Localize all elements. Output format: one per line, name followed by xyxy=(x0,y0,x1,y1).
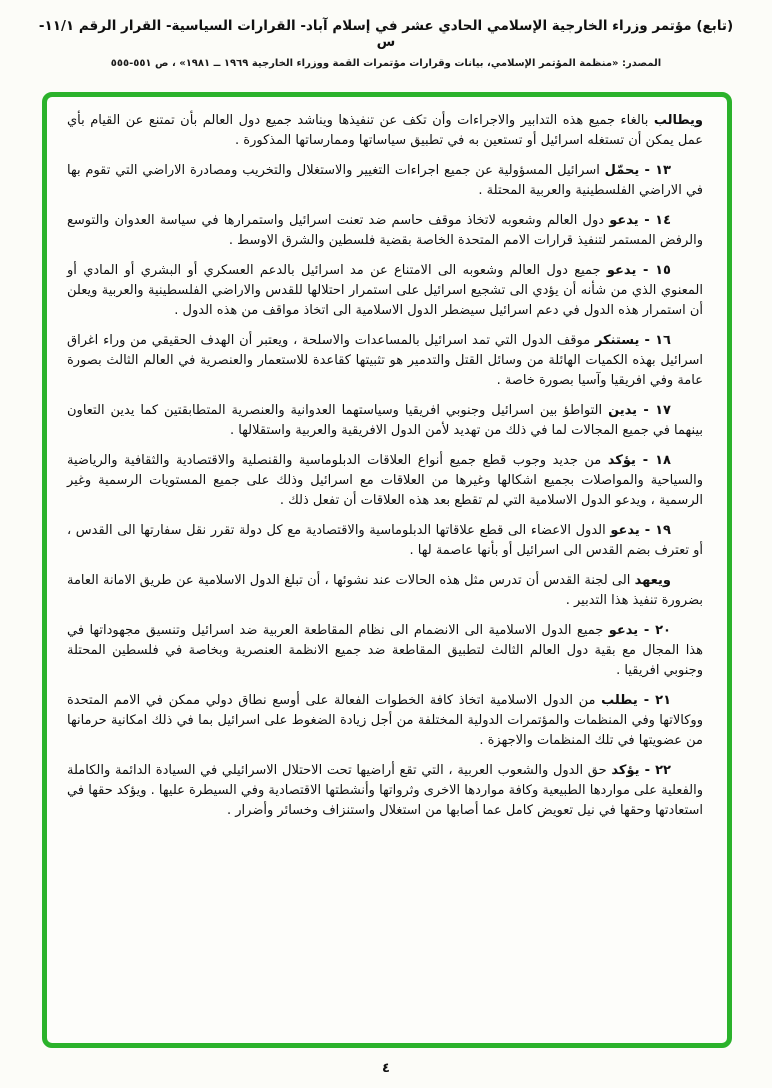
header-title: (تابع) مؤتمر وزراء الخارجية الإسلامي الحادي عشر في إسلام آباد- القرارات السياسية- القرار الرقم ١١/١- س xyxy=(38,18,734,50)
paragraph-lead: ويطالب xyxy=(653,113,703,128)
paragraph: ١٣ - يحمّل اسرائيل المسؤولية عن جميع اجراءات التغيير والاستغلال والتخريب ومصادرة الاراضي التي تقوم بها في الاراضي الفلسطينية والعربية المحتلة . xyxy=(67,163,703,198)
paragraph-lead: ١٣ - يحمّل xyxy=(604,163,671,178)
paragraph: ٢١ - يطلب من الدول الاسلامية اتخاذ كافة الخطوات الفعالة على أوسع نطاق دولي ممكن في الامم المتحدة ووكالاتها وفي المنظمات والمؤتمرات الدولية المختلفة من أجل زيادة الضغوط على اسرائيل بما في ذلك امكانية حرمانها من عضويتها في تلك المنظمات والاجهزة . xyxy=(67,693,703,748)
page-number: ٤ xyxy=(382,1061,390,1076)
paragraph-lead: ١٦ - يستنكر xyxy=(594,333,671,348)
paragraph: ١٨ - يؤكد من جديد وجوب قطع جميع أنواع العلاقات الدبلوماسية والقنصلية والاقتصادية والثقافية والرياضية والسياحية والمواصلات بجميع اشكالها وغيرها من العلاقات مع اسرائيل وذلك على جميع المستويات الرسمية وغير الرسمية ، ويدعو الدول الاسلامية التي لم تقطع بعد هذه العلاقات أن تفعل ذلك . xyxy=(67,453,703,508)
paragraph: ويعهد الى لجنة القدس أن تدرس مثل هذه الحالات عند نشوئها ، أن تبلغ الدول الاسلامية عن طريق الامانة العامة بضرورة تنفيذ هذا التدبير . xyxy=(67,573,703,608)
paragraph-lead: ١٧ - يدين xyxy=(608,403,671,418)
paragraph-lead: ٢٢ - يؤكد xyxy=(611,763,671,778)
resolution-paragraphs xyxy=(67,111,703,821)
paragraph-lead: ٢٠ - يدعو xyxy=(608,623,671,638)
page-header xyxy=(0,0,772,69)
paragraph: ١٧ - يدين التواطؤ بين اسرائيل وجنوبي افريقيا وسياستهما العدوانية والعنصرية المتطابقتين كما يدين التعاون بينهما في جميع المجالات لما في ذلك من تهديد لأمن الدول الافريقية والعربية واستقلالها . xyxy=(67,403,703,438)
paragraph: ١٤ - يدعو دول العالم وشعوبه لاتخاذ موقف حاسم ضد تعنت اسرائيل واستمرارها في سياسة العدوان والتوسع والرفض المستمر لتنفيذ قرارات الامم المتحدة الخاصة بقضية فلسطين والشرق الاوسط . xyxy=(67,213,703,248)
paragraph-lead: ١٨ - يؤكد xyxy=(607,453,671,468)
paragraph: ١٦ - يستنكر موقف الدول التي تمد اسرائيل بالمساعدات والاسلحة ، ويعتبر أن الهدف الحقيقي من وراء اغراق اسرائيل بهذه الكميات الهائلة من وسائل القتل والتدمير هو تثبيتها كقاعدة للاستعمار والعنصرية في العالم الثالث بصورة عامة وفي افريقيا وآسيا بصورة خاصة . xyxy=(67,333,703,388)
paragraph: ٢٢ - يؤكد حق الدول والشعوب العربية ، التي تقع أراضيها تحت الاحتلال الاسرائيلي في السيادة الدائمة والكاملة والفعلية على مواردها الطبيعية وكافة مواردها الاخرى وثرواتها وأنشطتها الاقتصادية وفي السيطرة عليها . ويؤكد حقها في استعادتها وحقها في نيل تعويض كامل عما أصابها من استغلال واستنزاف وخسائر وأضرار . xyxy=(67,763,703,818)
paragraph: ٢٠ - يدعو جميع الدول الاسلامية الى الانضمام الى نظام المقاطعة العربية ضد اسرائيل وتنسيق مجهوداتها في هذا المجال مع بقية دول العالم الثالث لتطبيق المقاطعة ضد جميع الانظمة العنصرية وبخاصة في فلسطين المحتلة وجنوبي افريقيا . xyxy=(67,623,703,678)
paragraph: ١٩ - يدعو الدول الاعضاء الى قطع علاقاتها الدبلوماسية والاقتصادية مع كل دولة تقرر نقل سفارتها الى القدس ، أو تعترف بضم القدس الى اسرائيل أو بأنها عاصمة لها . xyxy=(67,523,703,558)
paragraph: ويطالب بالغاء جميع هذه التدابير والاجراءات وأن تكف عن تنفيذها ويناشد جميع دول العالم بأن تمتنع عن القيام بأي عمل يمكن أن تستغله اسرائيل أو تستعين به في تطبيق سياساتها وممارساتها المذكورة . xyxy=(67,113,703,148)
paragraph-lead: ١٥ - يدعو xyxy=(606,263,671,278)
green-border-frame xyxy=(42,92,732,1048)
paragraph: ١٥ - يدعو جميع دول العالم وشعوبه الى الامتناع عن مد اسرائيل بالدعم العسكري أو البشري أو المادي أو المعنوي الذي من شأنه أن يؤدي الى تشجيع اسرائيل على استمرار احتلالها للقدس والاراضي الفلسطينية والعربية ويعلن أن استمرار هذه الدول في دعم اسرائيل سيضطر الدول الاسلامية الى اتخاذ مواقف من هذه الدول . xyxy=(67,263,703,318)
paragraph-lead: ١٩ - يدعو xyxy=(610,523,671,538)
paragraph-lead: ويعهد xyxy=(634,573,671,588)
paragraph-lead: ٢١ - يطلب xyxy=(601,693,672,708)
paragraph-lead: ١٤ - يدعو xyxy=(609,213,672,228)
header-source: المصدر: «منظمة المؤتمر الإسلامي، بيانات وقرارات مؤتمرات القمة ووزراء الخارجية ١٩٦٩ ــ ١٩٨١» ، ص ٥٥١-٥٥٥ xyxy=(110,58,662,69)
